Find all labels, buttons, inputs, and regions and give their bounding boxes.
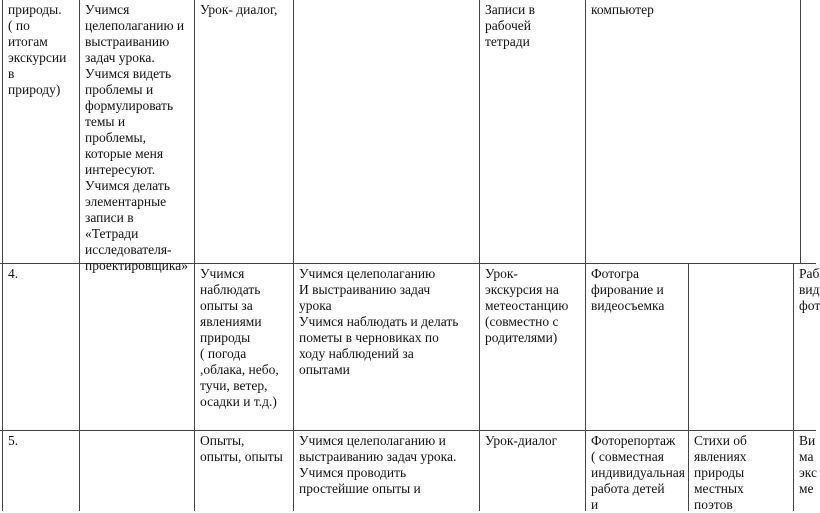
column-divider [800,0,801,263]
table-cell: Урок- диалог, [200,2,278,17]
table-cell: Раб вид фот [799,266,820,313]
table-cell [80,264,194,430]
table-cell [80,431,194,511]
table-cell: Урок-диалог [485,433,558,448]
table-cell: 5. [8,433,19,448]
table-cell: Учимся целеполаганию И выстраиванию задач урока Учимся наблюдать и делать пометы в черновиках по ходу наблюдений за опытами [299,266,459,377]
table-cell: Стихи об явлениях природы местных поэтов [694,433,747,512]
table-cell: Фоторепортаж ( совместная индивидуальная работа детей и [591,433,686,512]
table-cell: Опыты, опыты, опыты [200,433,283,464]
table-cell: Ви ма экс ме [799,433,818,496]
table-cell: Фотогра фирование и видеосъемка [591,266,665,313]
table-cell: компьютер [591,2,654,17]
table-cell: Учимся наблюдать опыты за явлениями природы ( погода ,облака, небо, тучи, ветер, осадки и т.д.) [200,266,279,409]
table-cell: Записи в рабочей тетради [485,2,535,49]
table-cell: природы. ( по итогам экскурсии в природу) [8,2,67,97]
table-cell: Урок- экскурсия на метеостанцию (совместно с родителями) [485,266,569,345]
table-cell [294,0,479,263]
table-cell: 4. [8,266,19,281]
table-cell: Учимся целеполаганию и выстраиванию задач урока. Учимся проводить простейшие опыты и [299,433,457,496]
table-cell: Учимся целеполаганию и выстраиванию задач урока. Учимся видеть проблемы и формулировать темы и проблемы, которые меня интересуют. Учимся делать элементарные записи в «Тетради исследователя- проектировщика» [85,2,188,273]
table-cell [689,264,793,430]
